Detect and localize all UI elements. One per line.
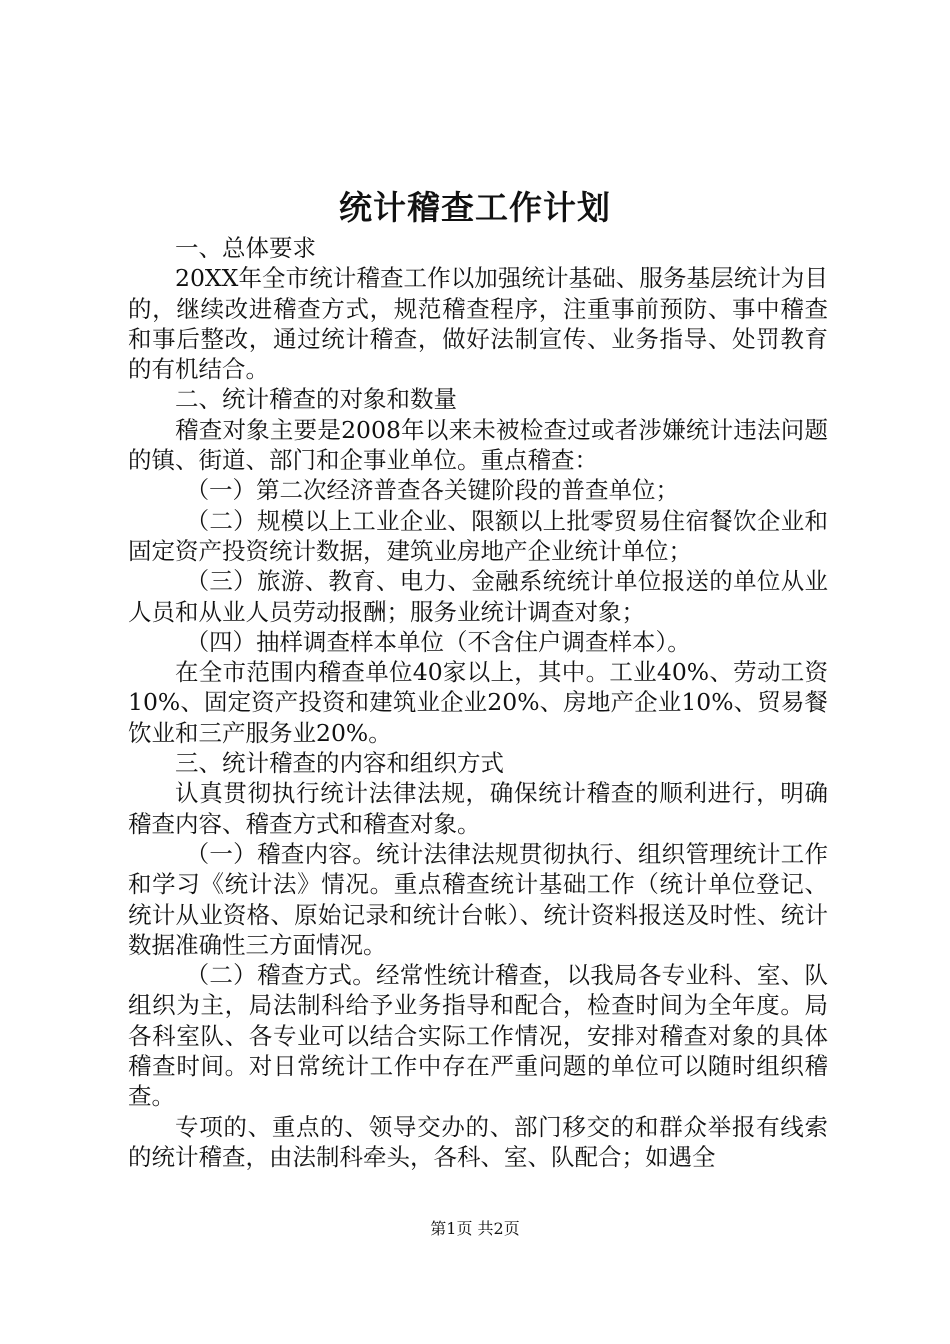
paragraph-audit-quantity: 在全市范围内稽查单位40家以上，其中。工业40%、劳动工资10%、固定资产投资和建筑业企业20%、房地产企业10%、贸易餐饮业和三产服务业20%。 xyxy=(128,658,828,747)
document-body xyxy=(128,233,828,1172)
paragraph-implementation: 认真贯彻执行统计法律法规，确保统计稽查的顺利进行，明确稽查内容、稽查方式和稽查对象。 xyxy=(128,779,828,838)
paragraph-audit-content: （一）稽查内容。统计法律法规贯彻执行、组织管理统计工作和学习《统计法》情况。重点稽查统计基础工作（统计单位登记、统计从业资格、原始记录和统计台帐）、统计资料报送及时性、统计数据准确性三方面情况。 xyxy=(128,839,828,959)
section-heading-3: 三、统计稽查的内容和组织方式 xyxy=(175,749,504,778)
list-item-3: （三）旅游、教育、电力、金融系统统计单位报送的单位从业人员和从业人员劳动报酬；服务业统计调查对象； xyxy=(128,567,828,626)
list-item-1: （一）第二次经济普查各关键阶段的普查单位； xyxy=(185,476,680,505)
section-heading-1: 一、总体要求 xyxy=(175,234,316,262)
list-item-2: （二）规模以上工业企业、限额以上批零贸易住宿餐饮企业和固定资产投资统计数据，建筑业房地产企业统计单位； xyxy=(128,506,828,565)
paragraph-special-audits: 专项的、重点的、领导交办的、部门移交的和群众举报有线索的统计稽查，由法制科牵头，各科、室、队配合；如遇全 xyxy=(128,1112,828,1171)
section-heading-2: 二、统计稽查的对象和数量 xyxy=(175,385,457,414)
paragraph-overall-requirements: 20XX年全市统计稽查工作以加强统计基础、服务基层统计为目的，继续改进稽查方式，规范稽查程序，注重事前预防、事中稽查和事后整改，通过统计稽查，做好法制宣传、业务指导、处罚教育的有机结合。 xyxy=(128,264,828,384)
paragraph-audit-method: （二）稽查方式。经常性统计稽查，以我局各专业科、室、队组织为主，局法制科给予业务指导和配合，检查时间为全年度。局各科室队、各专业可以结合实际工作情况，安排对稽查对象的具体稽查时间。对日常统计工作中存在严重问题的单位可以随时组织稽查。 xyxy=(128,961,828,1111)
paragraph-audit-targets: 稽查对象主要是2008年以来未被检查过或者涉嫌统计违法问题的镇、街道、部门和企事业单位。重点稽查： xyxy=(128,415,828,475)
page-footer: 第1页 共2页 xyxy=(430,1219,520,1238)
list-item-4: （四）抽样调查样本单位（不含住户调查样本）。 xyxy=(185,627,691,656)
document-title: 统计稽查工作计划 xyxy=(339,188,611,227)
